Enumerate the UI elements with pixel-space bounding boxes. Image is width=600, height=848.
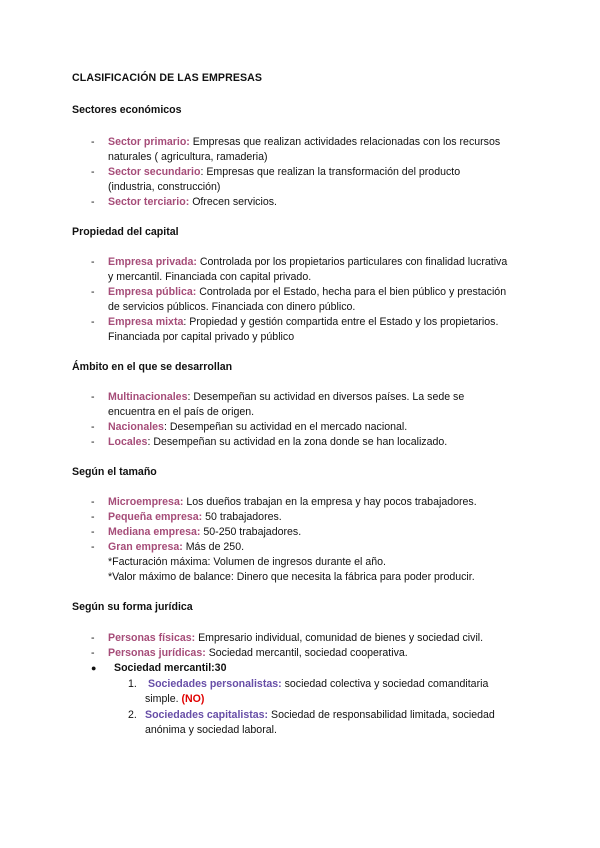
term: Sector secundario — [108, 166, 201, 178]
term: Sector primario: — [108, 136, 190, 148]
section-heading-capital: Propiedad del capital — [72, 226, 179, 238]
item-continuation: Financiada por capital privado y público — [108, 331, 295, 343]
bullet-dash: - — [91, 256, 95, 268]
value: 30 — [214, 662, 227, 674]
bullet-dash: - — [91, 632, 95, 644]
item-text: Los dueños trabajan en la empresa y hay pocos trabajadores. — [183, 496, 477, 508]
bullet-dash: - — [91, 166, 95, 178]
item-text: : Empresas que realizan la transformación del producto — [200, 166, 461, 178]
term: Multinacionales — [108, 391, 188, 403]
item-continuation: (industria, construcción) — [108, 181, 221, 193]
bullet-dash: - — [91, 316, 95, 328]
term: Personas físicas: — [108, 632, 196, 644]
bullet-dash: - — [91, 496, 95, 508]
item-text: : Propiedad y gestión compartida entre el Estado y los propietarios. — [183, 316, 499, 328]
term: Sociedades personalistas: — [148, 678, 282, 690]
item-continuation: simple. — [145, 693, 182, 705]
term: Empresa pública: — [108, 286, 197, 298]
bullet-dash: - — [91, 511, 95, 523]
term: Nacionales — [108, 421, 164, 433]
section-heading-tamano: Según el tamaño — [72, 466, 157, 478]
term: Empresa mixta — [108, 316, 184, 328]
item-continuation: de servicios públicos. Financiada con dinero público. — [108, 301, 356, 313]
bullet-dash: - — [91, 526, 95, 538]
item-text: Sociedad de responsabilidad limitada, sociedad — [268, 709, 495, 721]
bullet-dash: - — [91, 196, 95, 208]
item-text: Más de 250. — [182, 541, 245, 553]
item-continuation: y mercantil. Financiada con capital privado. — [108, 271, 312, 283]
item-text: sociedad colectiva y sociedad comanditaria — [281, 678, 489, 690]
bullet-dash: - — [91, 541, 95, 553]
term: Sociedades capitalistas: — [145, 709, 269, 721]
term: Pequeña empresa: — [108, 511, 203, 523]
item-text: : Desempeñan su actividad en el mercado nacional. — [163, 421, 408, 433]
bullet-dash: - — [91, 421, 95, 433]
term: Locales — [108, 436, 148, 448]
bullet-dash: - — [91, 647, 95, 659]
term: Microempresa: — [108, 496, 184, 508]
document-title: CLASIFICACIÓN DE LAS EMPRESAS — [72, 72, 263, 84]
note: *Facturación máxima: Volumen de ingresos durante el año. — [108, 556, 386, 568]
no-flag: (NO) — [181, 693, 205, 705]
item-text: Sociedad mercantil, sociedad cooperativa. — [205, 647, 408, 659]
item-text: : Desempeñan su actividad en diversos países. La sede se — [187, 391, 465, 403]
item-text: Controlada por el Estado, hecha para el bien público y prestación — [196, 286, 507, 298]
item-continuation: encuentra en el país de origen. — [108, 406, 255, 418]
term: Personas jurídicas: — [108, 647, 206, 659]
bullet-dash: - — [91, 436, 95, 448]
section-heading-juridica: Según su forma jurídica — [72, 601, 193, 613]
term: Sociedad mercantil: — [114, 662, 215, 674]
bullet-dash: - — [91, 286, 95, 298]
item-continuation: anónima y sociedad laboral. — [145, 724, 277, 736]
term: Mediana empresa: — [108, 526, 201, 538]
item-text: Empresario individual, comunidad de bienes y sociedad civil. — [195, 632, 484, 644]
item-text: Empresas que realizan actividades relacionadas con los recursos — [189, 136, 501, 148]
section-heading-ambito: Ámbito en el que se desarrollan — [72, 361, 233, 373]
item-text: Controlada por los propietarios particulares con finalidad lucrativa — [196, 256, 508, 268]
bullet-dash: - — [91, 136, 95, 148]
item-text: : Desempeñan su actividad en la zona donde se han localizado. — [147, 436, 448, 448]
item-number: 1. — [128, 678, 137, 690]
item-text: 50-250 trabajadores. — [200, 526, 302, 538]
bullet-dash: - — [91, 391, 95, 403]
item-text: Ofrecen servicios. — [189, 196, 277, 208]
term: Empresa privada: — [108, 256, 197, 268]
term: Sector terciario: — [108, 196, 190, 208]
section-heading-sectores: Sectores económicos — [72, 104, 182, 116]
bullet-dot-icon: ● — [91, 663, 97, 673]
term: Gran empresa: — [108, 541, 183, 553]
item-number: 2. — [128, 709, 137, 721]
item-continuation: naturales ( agricultura, ramaderia) — [108, 151, 268, 163]
note: *Valor máximo de balance: Dinero que necesita la fábrica para poder producir. — [108, 571, 475, 583]
item-text: 50 trabajadores. — [202, 511, 282, 523]
